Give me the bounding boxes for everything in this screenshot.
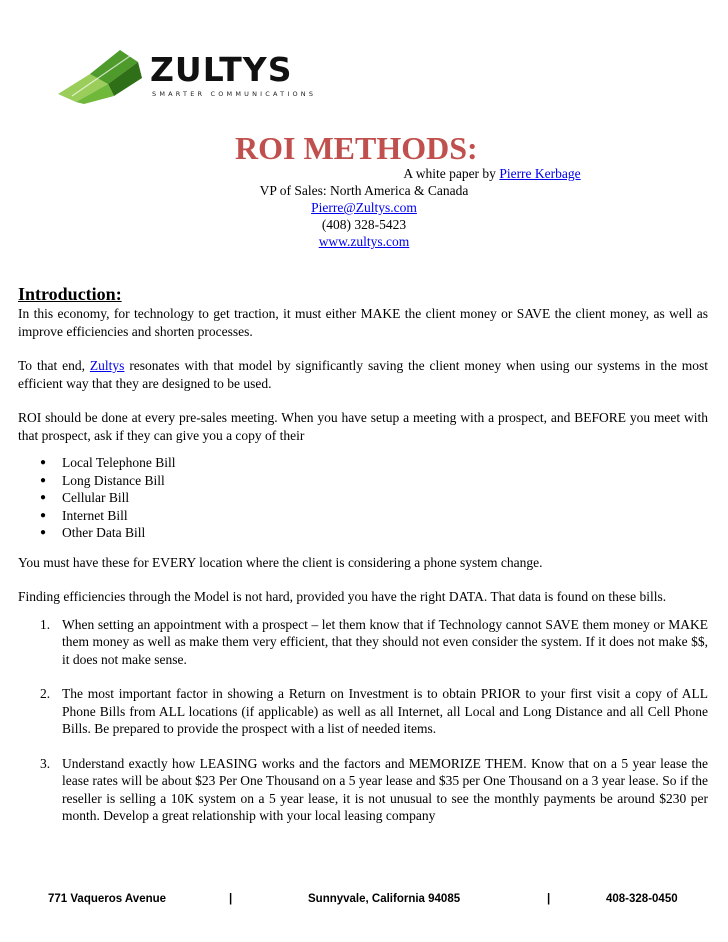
list-item [18,616,708,669]
zultys-link[interactable]: Zultys [89,358,125,373]
phone-text: (408) 328-5423 [321,217,407,232]
footer-city: Sunnyvale, California 94085 [308,893,461,905]
step-number: 1. [40,616,51,632]
email-line [0,200,728,216]
p2-prefix: To that end, [18,358,90,373]
document-title: ROI METHODS: [235,130,478,166]
byline [0,166,728,182]
roi-paragraph: ROI should be done at every pre-sales meeting. When you have setup a meeting with a prospect, and BEFORE you meet with that prospect, ask if they can give you a copy of their [18,410,708,443]
document-body [18,283,712,842]
footer-separator: | [547,893,551,905]
step-number: 3. [40,755,51,771]
step-number: 2. [40,686,51,701]
list-item: ● Cellular Bill [18,489,708,507]
author-role [0,183,728,199]
email-link[interactable]: Pierre@Zultys.com [311,200,417,215]
footer-address: 771 Vaqueros Avenue [48,893,167,905]
efficiency-paragraph: Finding efficiencies through the Model is not hard, provided you have the right DATA. That data is found on these bills. [18,589,667,604]
logo-tagline: SMARTER COMMUNICATIONS [152,90,317,98]
zultys-paragraph [18,357,712,392]
step-text: Understand exactly how LEASING works and the factors and MEMORIZE THEM. Know that on a 5 year lease the lease rates will be about $23 Per One Thousand on a 5 year lease and $35 per One Thousand on a 3 year lease. So if the reseller is selling a 10K system on a 5 year lease, it is not unusual to see the monthly payments be around $230 per month. Develop a great relationship with your local leasing company [62,755,708,823]
byline-prefix: A white paper by [403,166,500,181]
zultys-cube-icon [50,44,160,104]
step-text: When setting an appointment with a prospect – let them know that if Technology cannot SAVE them money or MAKE them money as well as make them very efficient, that they should not even consider the system. If it does not make $$, it does not make sense. [62,616,708,667]
website-line [0,234,728,250]
intro-paragraph: In this economy, for technology to get traction, it must either MAKE the client money or SAVE the client money, as well as improve efficiencies and shorten processes. [18,306,708,339]
intro-heading: Introduction: [18,284,122,304]
role-text: VP of Sales: North America & Canada [259,183,469,198]
location-paragraph: You must have these for EVERY location where the client is considering a phone system change. [18,554,543,570]
company-logo [50,44,317,104]
p2-suffix: resonates with that model by significantly saving the client money when using our systems in the most efficient way that they are designed to be used. [18,358,712,391]
steps-list [18,616,708,825]
list-item: ● Local Telephone Bill [18,454,708,472]
list-item: ● Long Distance Bill [18,472,708,490]
list-item [18,685,708,738]
list-item: ● Other Data Bill [18,524,708,542]
phone-line [0,217,728,233]
list-item [18,755,708,825]
bills-list [18,454,708,542]
footer-phone: 408-328-0450 [606,893,678,905]
logo-wordmark: ZULTYS [150,50,293,89]
step-text: The most important factor in showing a Return on Investment is to obtain PRIOR to your first visit a copy of ALL Phone Bills from ALL locations (if applicable) as well as all Internet, all Local and Long Distance and all Cell Phone Bills. Be prepared to provide the prospect with a list of needed items. [62,686,708,736]
website-link[interactable]: www.zultys.com [318,234,410,249]
list-item: ● Internet Bill [18,507,708,525]
footer-separator: | [229,893,233,905]
author-link[interactable]: Pierre Kerbage [499,166,581,181]
